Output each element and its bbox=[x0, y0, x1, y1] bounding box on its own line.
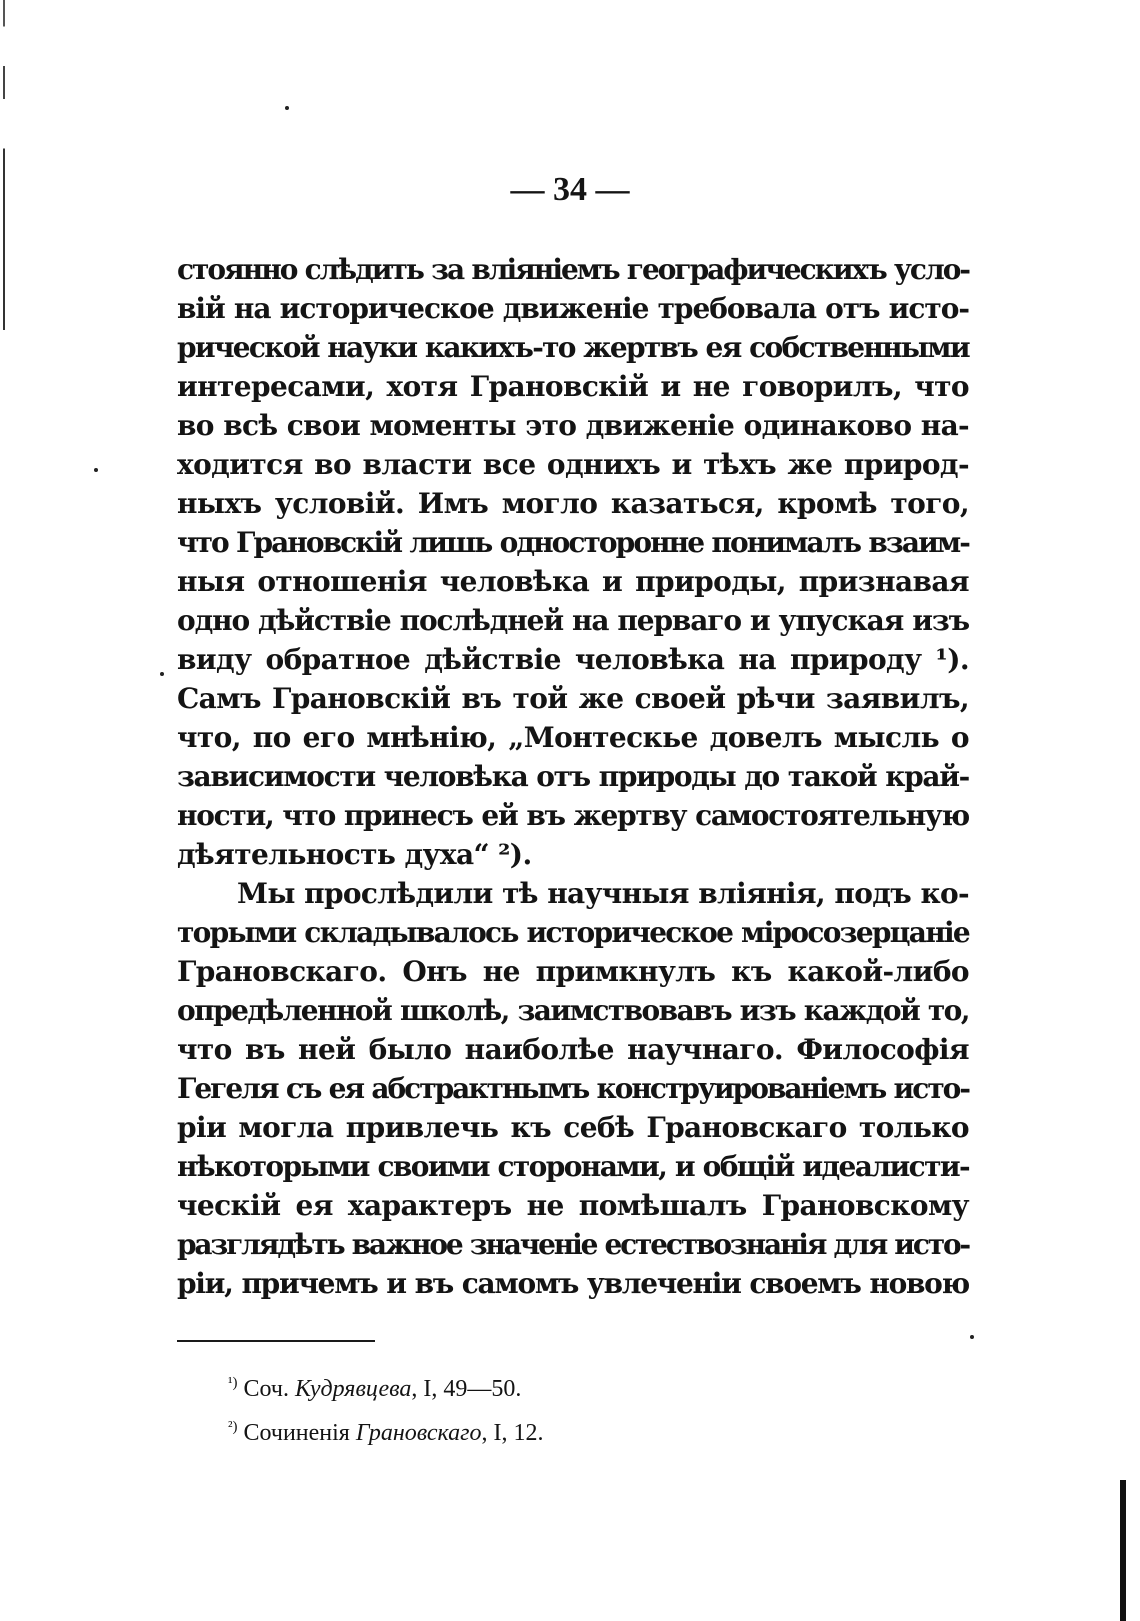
footnote-author: Грановскаго bbox=[355, 1420, 482, 1446]
text-line: разглядѣть важное значеніе естествознанія для исто- bbox=[177, 1228, 969, 1261]
footnotes bbox=[228, 1364, 544, 1452]
text-line: интересами, хотя Грановскій и не говорилъ, что bbox=[177, 370, 969, 403]
text-line: Самъ Грановскій въ той же своей рѣчи заявилъ, bbox=[177, 682, 969, 715]
text-line: стоянно слѣдить за вліяніемъ географическихъ усло- bbox=[177, 253, 969, 286]
text-line: виду обратное дѣйствіе человѣка на природу ¹). bbox=[177, 643, 969, 676]
scan-speck bbox=[970, 1335, 974, 1339]
text-line: рической науки какихъ-то жертвъ ея собственными bbox=[177, 331, 969, 364]
text-line: одно дѣйствіе послѣдней на перваго и упуская изъ bbox=[177, 604, 969, 637]
text-line: Гегеля съ ея абстрактнымъ конструированіемъ исто- bbox=[177, 1072, 969, 1105]
footnote-ref: , I, 49—50. bbox=[411, 1376, 522, 1402]
text-line: зависимости человѣка отъ природы до такой край- bbox=[177, 760, 969, 793]
footnote-mark: ²) bbox=[228, 1419, 238, 1435]
text-line: вій на историческое движеніе требовала отъ исто- bbox=[177, 292, 969, 325]
text-line: ческій ея характеръ не помѣшалъ Грановскому bbox=[177, 1189, 969, 1222]
text-line: во всѣ свои моменты это движеніе одинаково на- bbox=[177, 409, 969, 442]
text-line: ходится во власти все однихъ и тѣхъ же природ- bbox=[177, 448, 969, 481]
text-line: ныя отношенія человѣка и природы, признавая bbox=[177, 565, 969, 598]
footnote-author: Кудрявцева bbox=[294, 1376, 412, 1402]
page-number: — 34 — bbox=[510, 171, 630, 208]
scan-speck bbox=[94, 468, 98, 472]
footnote-mark: ¹) bbox=[228, 1375, 238, 1391]
scan-speck bbox=[285, 106, 289, 110]
text-line: что въ ней было наиболѣе научнаго. Философія bbox=[177, 1033, 969, 1066]
text-line: что Грановскій лишь односторонне понималъ взаим- bbox=[177, 526, 969, 559]
text-line: ріи, причемъ и въ самомъ увлеченіи своемъ новою bbox=[177, 1267, 969, 1300]
text-line: нѣкоторыми своими сторонами, и общій идеалисти- bbox=[177, 1150, 969, 1183]
footnote-ref: , I, 12. bbox=[481, 1420, 544, 1446]
scan-edge-left bbox=[3, 0, 5, 330]
text-line: торыми складывалось историческое міросозерцаніе bbox=[177, 916, 969, 949]
footnote-prefix: Сочиненія bbox=[243, 1420, 350, 1446]
text-line: Мы прослѣдили тѣ научныя вліянія, подъ ко- bbox=[237, 877, 969, 910]
body-text bbox=[177, 250, 969, 1303]
text-line: ныхъ условій. Имъ могло казаться, кромѣ того, bbox=[177, 487, 969, 520]
footnote-1 bbox=[228, 1364, 544, 1408]
text-line: опредѣленной школѣ, заимствовавъ изъ каждой то, bbox=[177, 994, 969, 1027]
footnote-2 bbox=[228, 1408, 544, 1452]
text-line: дѣятельность духа“ ²). bbox=[177, 838, 532, 871]
text-line: Грановскаго. Онъ не примкнулъ къ какой-либо bbox=[177, 955, 969, 988]
text-line: ріи могла привлечь къ себѣ Грановскаго только bbox=[177, 1111, 969, 1144]
footnote-divider bbox=[177, 1340, 375, 1342]
footnote-prefix: Соч. bbox=[243, 1376, 289, 1402]
text-line: что, по его мнѣнію, „Монтескье довелъ мысль о bbox=[177, 721, 969, 754]
scan-speck bbox=[160, 672, 164, 676]
text-line: ности, что принесъ ей въ жертву самостоятельную bbox=[177, 799, 969, 832]
scan-edge-right bbox=[1120, 1480, 1126, 1621]
